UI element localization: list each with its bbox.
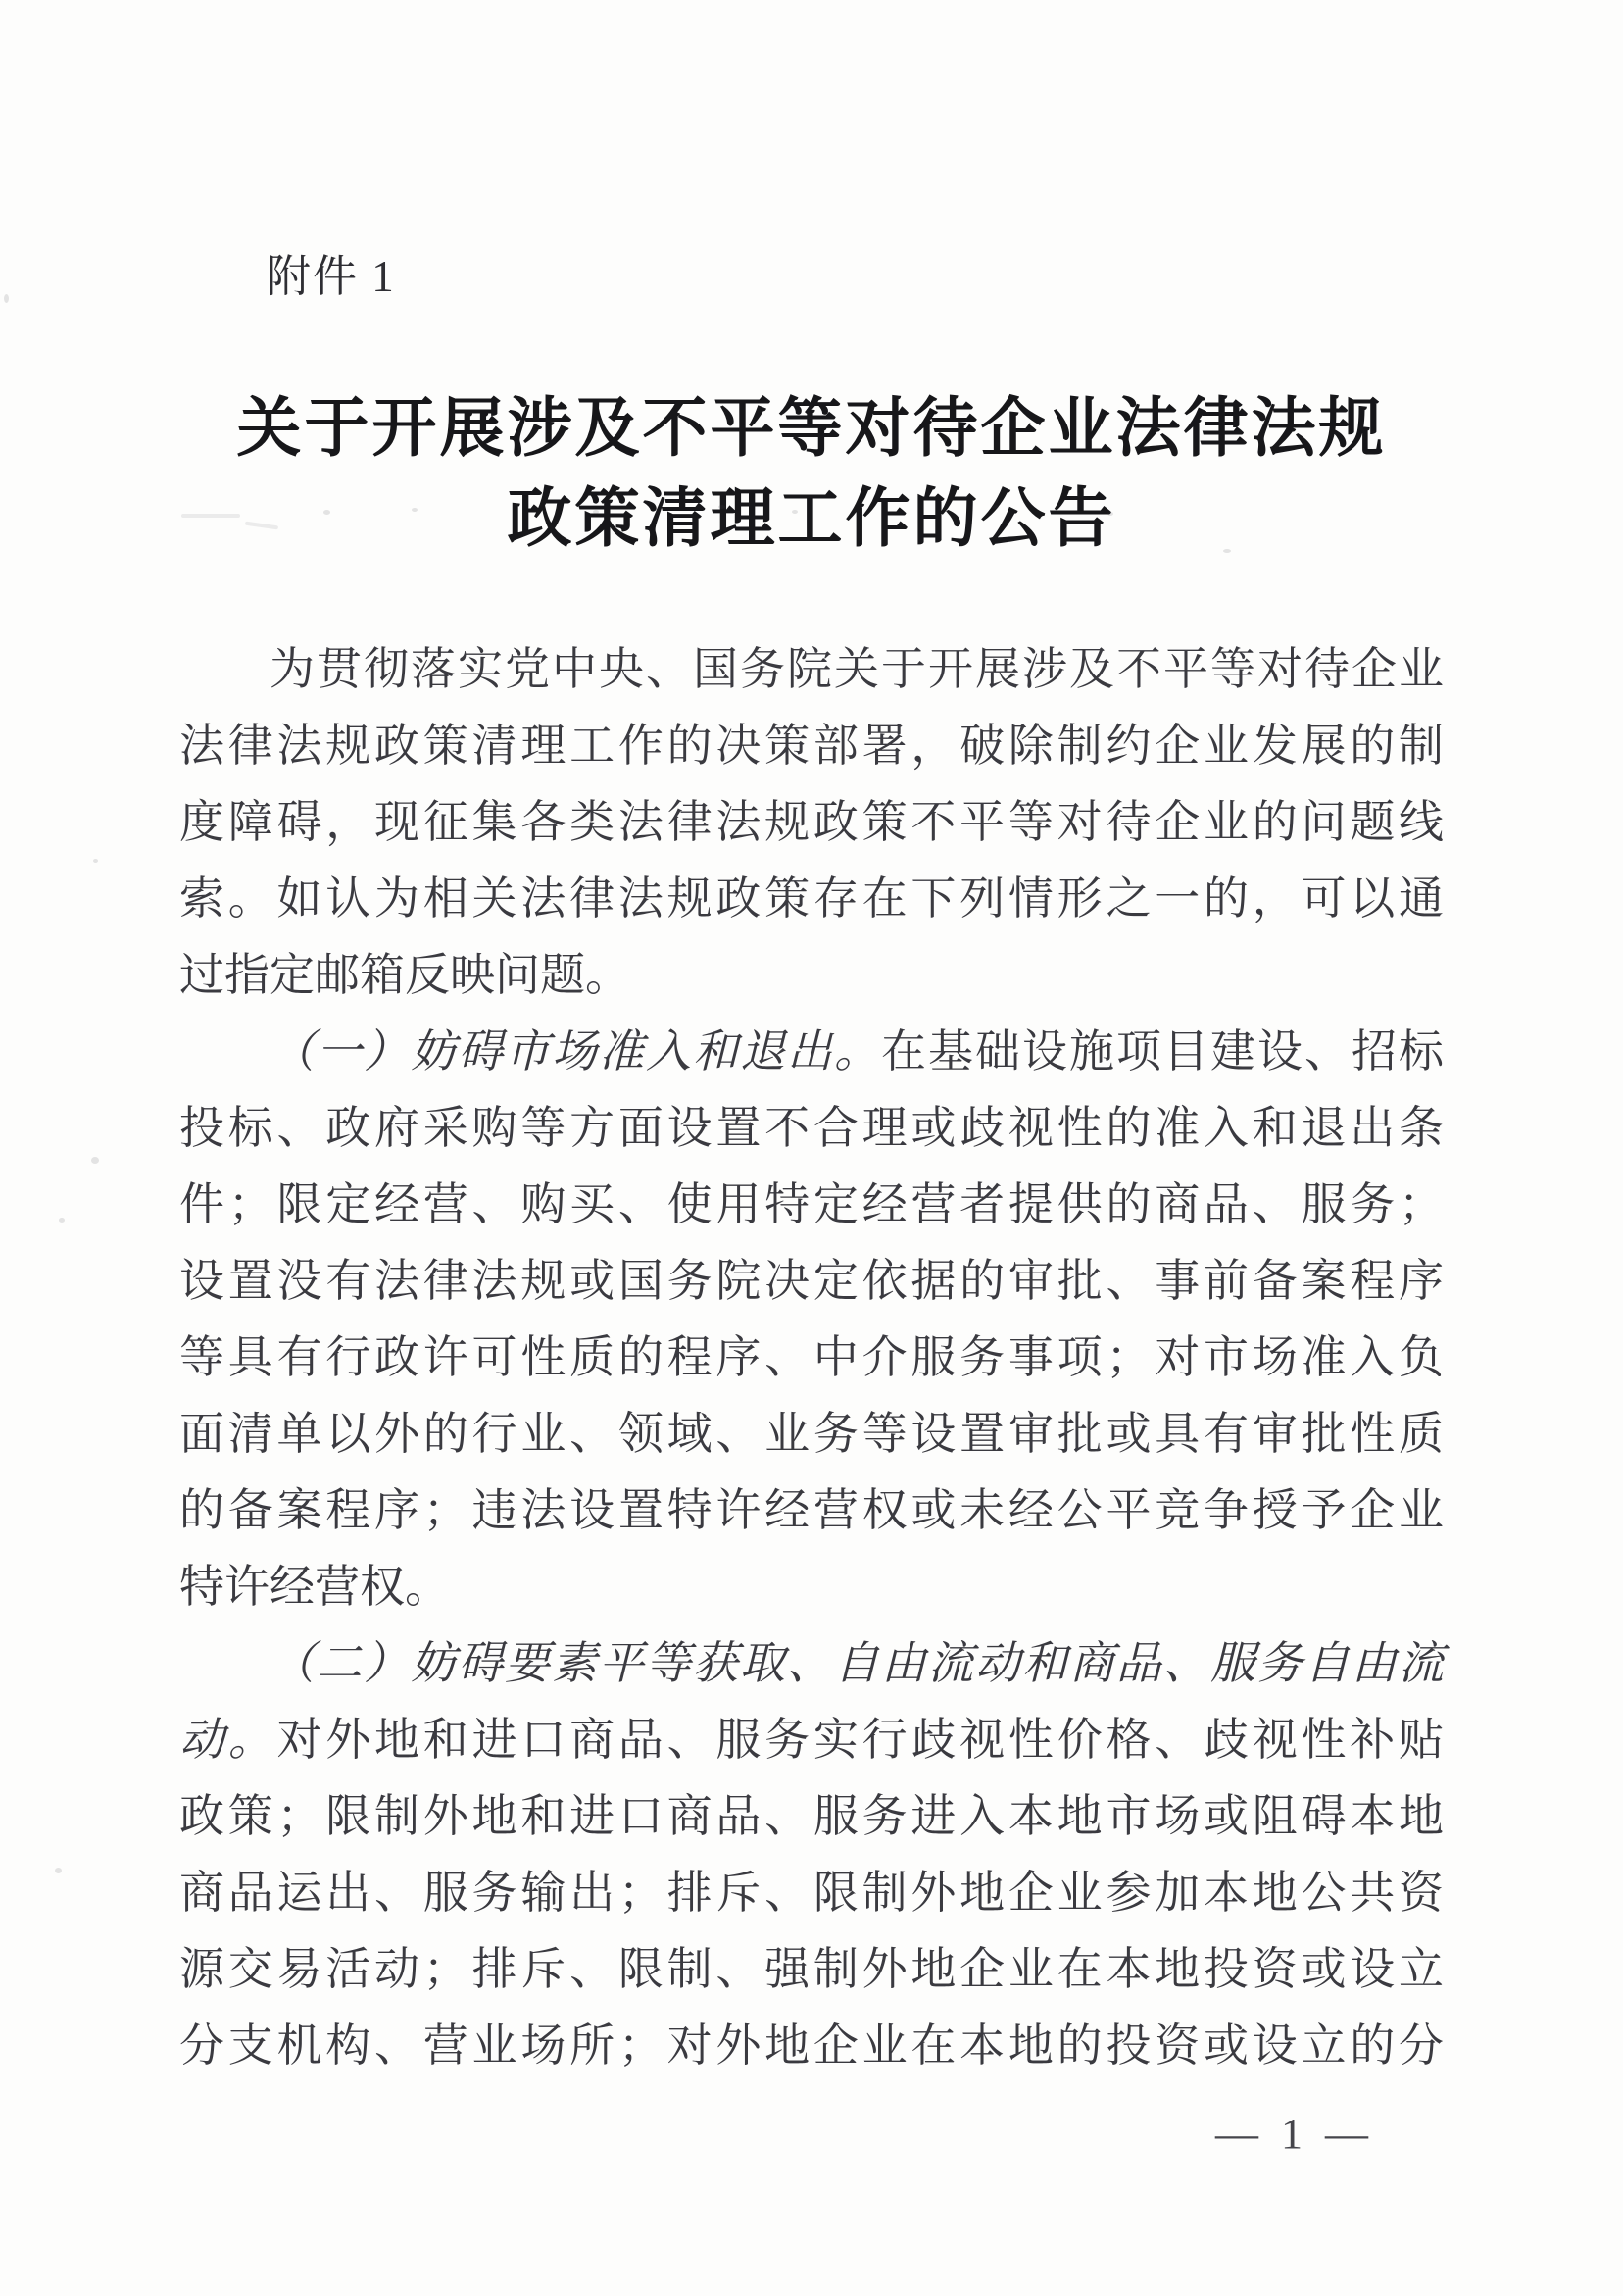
body-text: 在基础设施项目建设、招标: [881, 1026, 1444, 1076]
body-line: [179, 784, 1444, 861]
scan-artifact: [55, 1868, 62, 1873]
document-title-line1: 关于开展涉及不平等对待企业法律法规: [236, 393, 1387, 465]
scan-artifact: [323, 510, 330, 515]
body-line: [179, 1320, 1444, 1396]
kai-emphasis-text: （一）妨碍市场准入和退出。: [270, 1026, 881, 1076]
document-title: [0, 384, 1623, 565]
scan-artifact: [792, 510, 798, 514]
scan-artifact: [718, 505, 725, 509]
body-text: 索。如认为相关法律法规政策存在下列情形之一的，可以通: [179, 873, 1444, 923]
kai-emphasis-text: 动。: [179, 1715, 277, 1765]
body-text: 面清单以外的行业、领域、业务等设置审批或具有审批性质: [179, 1409, 1444, 1459]
document-body: [179, 631, 1444, 2084]
body-text: 设置没有法律法规或国务院决定依据的审批、事前备案程序: [179, 1256, 1444, 1306]
body-line: [179, 1243, 1444, 1320]
body-text: 为贯彻落实党中央、国务院关于开展涉及不平等对待企业: [270, 644, 1444, 694]
body-text: 过指定邮箱反映问题。: [179, 950, 630, 1000]
scan-artifact: [593, 510, 599, 514]
scan-artifact: [59, 1218, 65, 1223]
scan-artifact: [181, 514, 240, 518]
body-text: 件；限定经营、购买、使用特定经营者提供的商品、服务；: [179, 1179, 1444, 1229]
scan-artifact: [412, 508, 418, 512]
scan-artifact: [4, 294, 9, 303]
body-text: 法律法规政策清理工作的决策部署，破除制约企业发展的制: [179, 721, 1444, 771]
body-line: [179, 631, 1444, 708]
body-line: [179, 1167, 1444, 1243]
body-text: 政策；限制外地和进口商品、服务进入本地市场或阻碍本地: [179, 1791, 1444, 1841]
kai-emphasis-text: （二）妨碍要素平等获取、自由流动和商品、服务自由流: [270, 1638, 1444, 1688]
body-text: 分支机构、营业场所；对外地企业在本地的投资或设立的分: [179, 2021, 1444, 2071]
body-line: [179, 1396, 1444, 1472]
body-line: [179, 708, 1444, 784]
scan-artifact: [91, 1157, 99, 1164]
body-line: [179, 1702, 1444, 1778]
body-text: 商品运出、服务输出；排斥、限制外地企业参加本地公共资: [179, 1868, 1444, 1918]
scan-artifact: [1107, 512, 1113, 516]
page-number: — 1 —: [1215, 2110, 1374, 2158]
document-title-line2: 政策清理工作的公告: [507, 483, 1116, 555]
body-line: [179, 1855, 1444, 1931]
body-line: [179, 1090, 1444, 1167]
body-line: [179, 1549, 1444, 1625]
body-text: 等具有行政许可性质的程序、中介服务事项；对市场准入负: [179, 1332, 1444, 1382]
body-text: 投标、政府采购等方面设置不合理或歧视性的准入和退出条: [179, 1103, 1444, 1153]
attachment-label: 附件 1: [267, 252, 396, 301]
body-text: 源交易活动；排斥、限制、强制外地企业在本地投资或设立: [179, 1944, 1444, 1994]
body-line: [179, 861, 1444, 937]
scan-artifact: [93, 859, 98, 863]
body-line: [179, 1014, 1444, 1090]
body-line: [179, 2008, 1444, 2084]
body-text: 特许经营权。: [179, 1562, 450, 1612]
body-text: 的备案程序；违法设置特许经营权或未经公平竞争授予企业: [179, 1485, 1444, 1535]
body-line: [179, 1931, 1444, 2008]
body-text: 度障碍，现征集各类法律法规政策不平等对待企业的问题线: [179, 797, 1444, 847]
scan-artifact: [1223, 549, 1231, 553]
body-line: [179, 1625, 1444, 1702]
body-line: [179, 1472, 1444, 1549]
body-line: [179, 1778, 1444, 1855]
body-line: [179, 937, 1444, 1014]
body-text: 对外地和进口商品、服务实行歧视性价格、歧视性补贴: [276, 1715, 1445, 1765]
scan-artifact: [992, 505, 999, 509]
